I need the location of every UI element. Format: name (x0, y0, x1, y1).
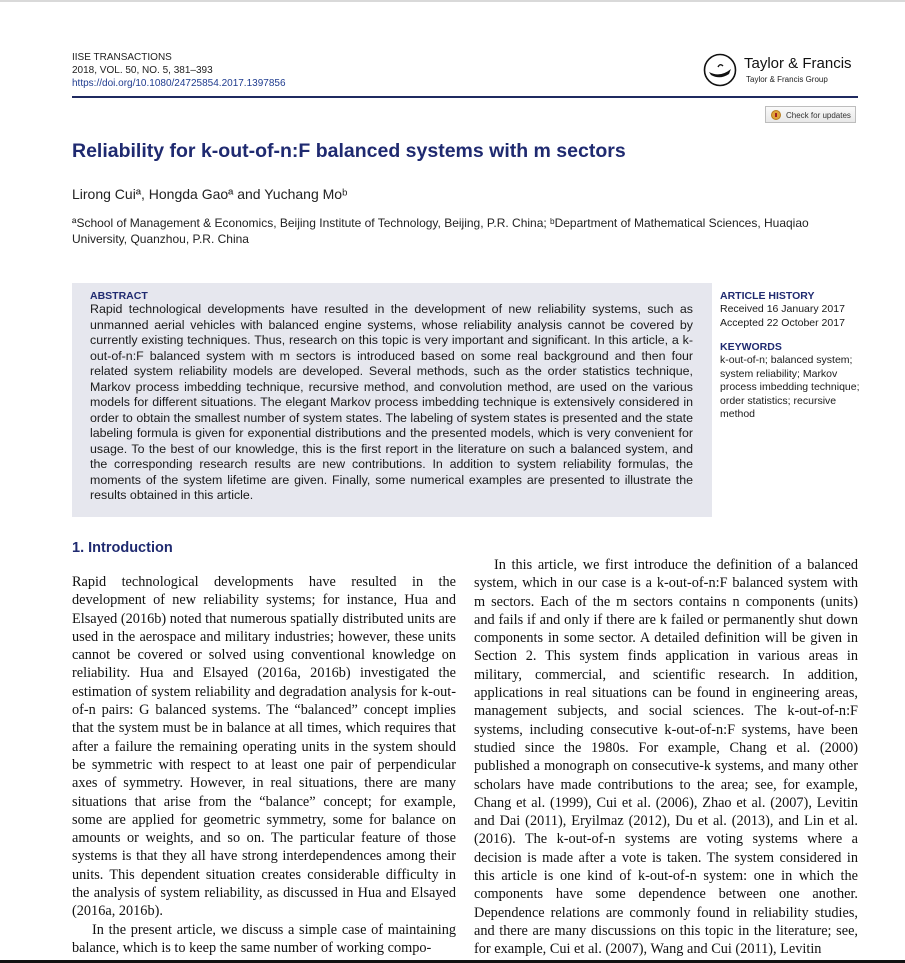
article-history-heading: ARTICLE HISTORY (720, 290, 815, 302)
journal-volume: 2018, VOL. 50, NO. 5, 381–393 (72, 65, 213, 76)
abstract-text: Rapid technological developments have resulted in the development of new reliability systems, such as unmanned aerial vehicles with balanced engine systems, whose reliability analysis cannot be covered by currently existing techniques. Thus, research on this topic is very important and significant. In this article, a k-out-of-n:F balanced system with m sectors is introduced based on some real background and then four related system reliability models are developed. Several methods, such as the order statistics technique, Markov process imbedding technique, recursive method, and convolution method, are used on the various models for different situations. The elegant Markov process imbedding technique is extensively considered in order to obtain the smallest number of system states. The labeling of system states is presented and the state labeling formula is given for exponential distributions and the presented models, which is very convenient for usage. To the best of our knowledge, this is the first report in the literature on such a balanced system, and the corresponding research results are new contributions. In addition to system reliability formulas, the moments of the system lifetime are given. Finally, some numerical examples are presented to illustrate the results obtained in this article. (90, 302, 693, 502)
abstract-heading: ABSTRACT (90, 290, 148, 302)
paragraph: Rapid technological developments have resulted in the development of new reliability systems; for instance, Hua and Elsayed (2016b) noted that numerous spatially distributed units are used in the aerospace and military industries; however, these units cannot be covered or solved using conventional knowledge on reliability. Hua and Elsayed (2016a, 2016b) investigated the estimation of system reliability and degradation analysis for k-out-of-n pairs: G balanced systems. The “balanced” concept implies that the system must be in balance at all times, which requires that after a failure the remaining operating units in the system should be symmetric with respect to at least one pair of perpendicular axes of symmetry. However, in real situations, there are many situations that arise from the “balance” concept; for example, some are applied for geometric symmetry, some for balance on amounts or weights, and so on. The particular feature of those systems is that they all have strong interdependences among their units. This dependent situation creates considerable difficulty in the analysis of system reliability, as discussed in Hua and Elsayed (2016a, 2016b). (72, 574, 456, 920)
publisher-group: Taylor & Francis Group (746, 75, 828, 84)
left-column (72, 573, 456, 957)
section-heading: 1. Introduction (72, 540, 173, 556)
journal-info (72, 51, 286, 90)
top-border (0, 0, 905, 2)
right-column (474, 556, 858, 959)
keywords-list: k-out-of-n; balanced system; system reliability; Markov process imbedding technique; order statistics; recursive method (720, 354, 860, 420)
lamp-icon (703, 53, 737, 87)
article-title: Reliability for k-out-of-n:F balanced systems with m sectors (72, 140, 626, 162)
bookmark-icon (771, 110, 781, 120)
check-updates-label: Check for updates (786, 111, 851, 120)
paragraph: In the present article, we discuss a simple case of maintaining balance, which is to keep the same number of working compo- (72, 921, 456, 956)
affiliations: ªSchool of Management & Economics, Beijing Institute of Technology, Beijing, P.R. China; ᵇDepartment of Mathematical Sciences, Huaqiao University, Quanzhou, P.R. China (72, 216, 809, 246)
header-rule (72, 96, 858, 98)
publisher-name: Taylor & Francis (744, 55, 852, 72)
journal-name: IISE TRANSACTIONS (72, 52, 172, 63)
article-history (720, 303, 870, 330)
received-date: Received 16 January 2017 (720, 303, 845, 315)
paragraph: In this article, we first introduce the definition of a balanced system, which in our case is a k-out-of-n:F balanced system with m sectors. Each of the m sectors contains n components (units) and fails if and only if there are k failed or permanently shut down components in some sector. A detailed definition will be given in Section 2. This system finds application in various areas in military, commercial, and scientific research. In addition, applications in real situations can be found in engineering areas, management subjects, and social sciences. The k-out-of-n:F systems, including consecutive k-out-of-n:F systems, have been studied since the 1980s. For example, Chang et al. (2000) published a monograph on consecutive-k systems, and many other scholars have made contributions to the area; see, for example, Chang et al. (1999), Cui et al. (2006), Zhao et al. (2007), Levitin and Dai (2011), Eryilmaz (2012), Du et al. (2013), and Lin et al. (2016). The k-out-of-n systems are voting systems where a decision is made after a vote is taken. The system considered in this article is one kind of k-out-of-n system: one in which the components have some dependence between one another. Dependence relations are commonly found in reliability studies, and there are many discussions on this topic in the literature; see, for example, Cui et al. (2007), Wang and Cui (2011), Levitin (474, 557, 858, 958)
doi-link[interactable]: https://doi.org/10.1080/24725854.2017.1397856 (72, 78, 286, 89)
author-list: Lirong Cuiª, Hongda Gaoª and Yuchang Moᵇ (72, 186, 348, 202)
accepted-date: Accepted 22 October 2017 (720, 316, 845, 329)
keywords-heading: KEYWORDS (720, 341, 782, 353)
check-updates-button[interactable] (765, 106, 856, 123)
